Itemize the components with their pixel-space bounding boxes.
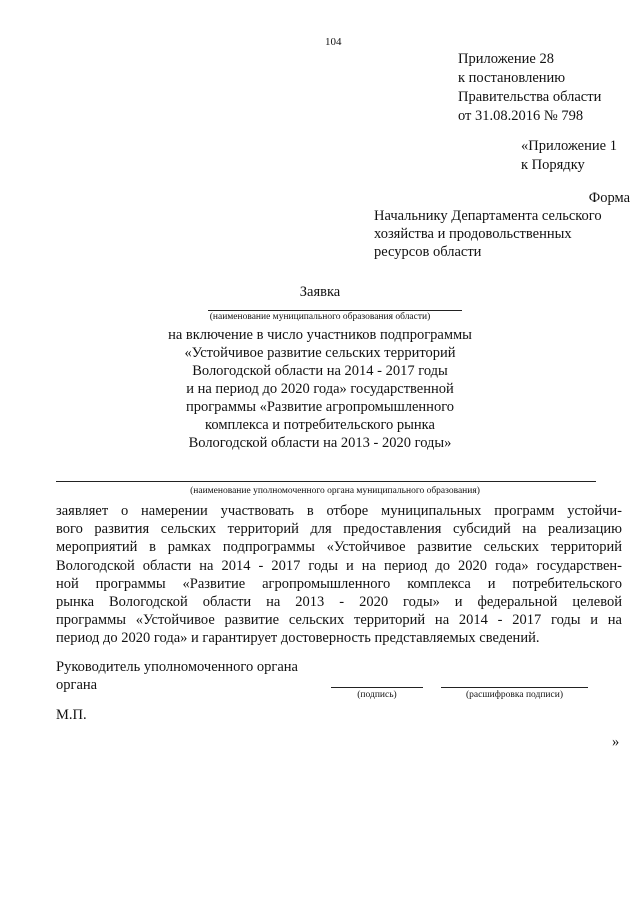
addressee-line: ресурсов области [374,244,482,260]
authorized-body-fill-line [56,481,596,482]
subject-line: «Устойчивое развитие сельских территорий [184,345,456,361]
subject-block [0,326,640,452]
subject-line: программы «Развитие агропромышленного [185,399,455,415]
body-line: программы «Устойчивое развитие сельских территорий на 2014 - 2017 годы и на [56,612,622,629]
appendix-inner-line: к Порядку [521,157,585,173]
authorized-body-caption: (наименование уполномоченного органа муниципального образования) [190,486,480,496]
appendix-inner-line: «Приложение 1 [521,138,617,154]
decoding-fill-line [441,687,588,688]
subject-line: и на период до 2020 года» государственной [186,381,454,397]
addressee-line: Начальнику Департамента сельского [374,208,602,224]
decoding-caption: (расшифровка подписи) [466,690,563,700]
subject-line: на включение в число участников подпрограммы [168,327,472,343]
body-line: заявляет о намерении участвовать в отборе муниципальных программ устойчи- [56,503,622,519]
municipality-fill-line [208,310,462,311]
addressee-block [374,207,602,261]
signature-caption: (подпись) [357,690,397,700]
appendix-inner-header [521,137,617,175]
document-title: Заявка [299,284,341,300]
appendix-line: Правительства области [458,89,602,105]
signatory-line: органа [56,677,98,693]
body-line: Вологодской области на 2014 - 2017 годы и на период до 2020 года» государствен- [56,557,622,574]
appendix-line: Приложение 28 [458,51,554,67]
appendix-header [458,50,601,126]
body-line: вого развития сельских территорий для предоставления субсидий на реализацию [56,521,622,538]
signature-fill-line [331,687,423,688]
subject-line: Вологодской области на 2014 - 2017 годы [192,363,448,379]
appendix-line: к постановлению [458,70,566,86]
statement-body [56,502,622,648]
addressee-line: хозяйства и продовольственных [374,226,572,242]
municipality-caption: (наименование муниципального образования области) [209,312,431,322]
appendix-line: от 31.08.2016 № 798 [458,108,584,124]
signatory-line: Руководитель уполномоченного органа [56,659,298,675]
subject-line: комплекса и потребительского рынка [205,417,435,433]
body-line: ной программы «Развитие агропромышленного комплекса и потребительского [56,575,622,592]
body-line: рынка Вологодской области на 2013 - 2020 годы» и федеральной целевой [56,593,622,610]
seal-placeholder: М.П. [56,707,87,723]
page-number: 104 [325,36,342,48]
body-line: мероприятий в рамках подпрограммы «Устойчивое развитие сельских территорий [56,539,622,556]
body-line: период до 2020 года» и гарантирует достоверность представляемых сведений. [56,630,540,647]
signatory-block [56,658,298,694]
form-label: Форма [588,190,630,206]
closing-quote: » [612,734,620,750]
subject-line: Вологодской области на 2013 - 2020 годы» [188,435,452,451]
